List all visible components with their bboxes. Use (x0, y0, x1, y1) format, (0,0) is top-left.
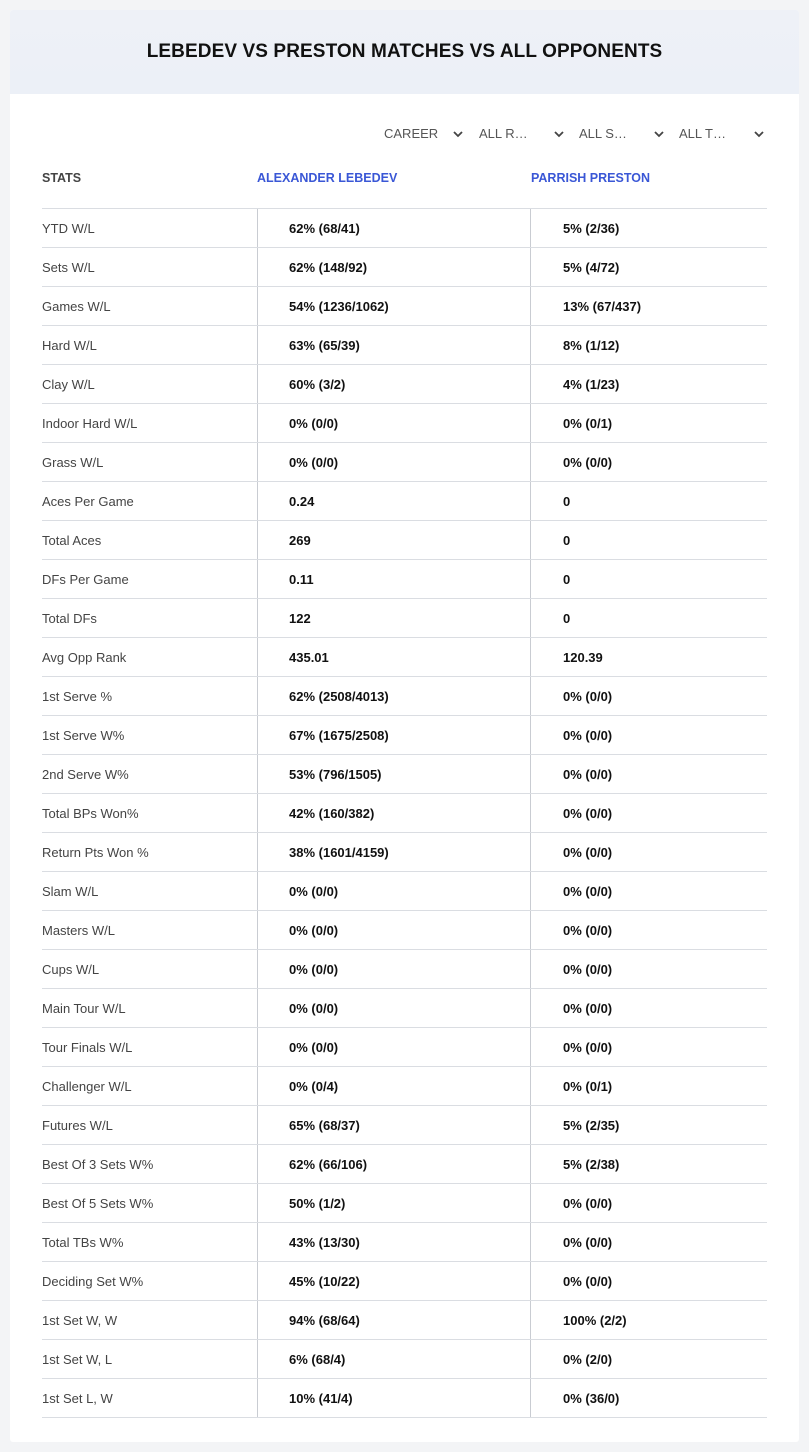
table-row (42, 1184, 767, 1223)
table-row (42, 209, 767, 248)
filter-surface-dropdown[interactable] (579, 126, 665, 141)
player1-value: 0% (0/0) (289, 883, 339, 899)
table-row (42, 1223, 767, 1262)
filter-career-dropdown[interactable] (384, 126, 464, 141)
player2-value: 120.39 (563, 649, 603, 665)
player1-value: 122 (289, 610, 311, 626)
player2-value: 0 (563, 610, 571, 626)
player2-value: 5% (2/38) (563, 1156, 620, 1172)
stat-label: Total BPs Won% (42, 805, 139, 821)
filter-bar (10, 126, 799, 148)
stat-label: Indoor Hard W/L (42, 415, 138, 431)
player1-value: 0% (0/4) (289, 1078, 339, 1094)
chevron-down-icon (753, 128, 765, 140)
table-row (42, 1067, 767, 1106)
stats-table-body (42, 208, 767, 1418)
player2-value: 0 (563, 532, 571, 548)
player1-value: 0% (0/0) (289, 454, 339, 470)
player1-value: 0% (0/0) (289, 961, 339, 977)
table-row (42, 755, 767, 794)
player1-value: 62% (66/106) (289, 1156, 368, 1172)
player2-value: 0% (0/0) (563, 1039, 613, 1055)
player2-value: 100% (2/2) (563, 1312, 627, 1328)
column-header-stats: STATS (42, 171, 82, 185)
stat-label: Main Tour W/L (42, 1000, 126, 1016)
player2-value: 0% (0/0) (563, 844, 613, 860)
player2-value: 5% (2/35) (563, 1117, 620, 1133)
player2-value: 0 (563, 571, 571, 587)
player1-value: 0.11 (289, 571, 314, 587)
filter-label: ALL S… (579, 126, 627, 141)
stat-label: YTD W/L (42, 220, 95, 236)
stat-label: Hard W/L (42, 337, 97, 353)
player1-value: 0% (0/0) (289, 1039, 339, 1055)
player1-value: 6% (68/4) (289, 1351, 346, 1367)
player1-value: 10% (41/4) (289, 1390, 353, 1406)
player1-value: 94% (68/64) (289, 1312, 360, 1328)
stat-label: Total TBs W% (42, 1234, 124, 1250)
player2-value: 0% (2/0) (563, 1351, 613, 1367)
column-header-player2-link[interactable]: PARRISH PRESTON (531, 171, 651, 185)
player2-value: 0% (0/0) (563, 805, 613, 821)
player2-value: 0% (0/0) (563, 727, 613, 743)
stats-card (10, 10, 799, 1442)
stat-label: 1st Set W, W (42, 1312, 118, 1328)
player1-value: 42% (160/382) (289, 805, 375, 821)
player1-value: 65% (68/37) (289, 1117, 360, 1133)
stat-label: Slam W/L (42, 883, 99, 899)
page-title: LEBEDEV VS PRESTON MATCHES VS ALL OPPONENTS (146, 41, 663, 62)
table-row (42, 716, 767, 755)
table-row (42, 911, 767, 950)
table-row (42, 1145, 767, 1184)
player2-value: 0% (0/0) (563, 688, 613, 704)
table-row (42, 365, 767, 404)
player1-value: 53% (796/1505) (289, 766, 382, 782)
player1-value: 43% (13/30) (289, 1234, 360, 1250)
player2-value: 0% (0/0) (563, 454, 613, 470)
table-row (42, 1301, 767, 1340)
table-row (42, 950, 767, 989)
stat-label: 2nd Serve W% (42, 766, 129, 782)
table-row (42, 1106, 767, 1145)
stat-label: DFs Per Game (42, 571, 129, 587)
stat-label: Challenger W/L (42, 1078, 132, 1094)
chevron-down-icon (553, 128, 565, 140)
table-row (42, 677, 767, 716)
table-row (42, 1379, 767, 1418)
player1-value: 0.24 (289, 493, 315, 509)
stat-label: Total DFs (42, 610, 97, 626)
player1-value: 62% (68/41) (289, 220, 360, 236)
stat-label: Clay W/L (42, 376, 95, 392)
column-header-player1-link[interactable]: ALEXANDER LEBEDEV (257, 171, 398, 185)
player2-value: 5% (4/72) (563, 259, 620, 275)
chevron-down-icon (653, 128, 665, 140)
stat-label: Aces Per Game (42, 493, 134, 509)
player2-value: 0% (36/0) (563, 1390, 620, 1406)
player2-value: 8% (1/12) (563, 337, 620, 353)
table-row (42, 560, 767, 599)
stat-label: Grass W/L (42, 454, 104, 470)
player2-value: 0% (0/0) (563, 961, 613, 977)
player1-value: 38% (1601/4159) (289, 844, 389, 860)
player1-value: 0% (0/0) (289, 415, 339, 431)
player1-value: 50% (1/2) (289, 1195, 346, 1211)
player2-value: 0% (0/0) (563, 1000, 613, 1016)
player2-value: 0% (0/1) (563, 415, 613, 431)
player1-value: 45% (10/22) (289, 1273, 360, 1289)
player2-value: 0% (0/0) (563, 766, 613, 782)
player2-value: 13% (67/437) (563, 298, 642, 314)
player1-value: 62% (148/92) (289, 259, 368, 275)
player2-value: 4% (1/23) (563, 376, 620, 392)
stat-label: Sets W/L (42, 259, 95, 275)
player2-value: 0% (0/1) (563, 1078, 613, 1094)
stat-label: Total Aces (42, 532, 102, 548)
table-row (42, 638, 767, 677)
stat-label: Tour Finals W/L (42, 1039, 133, 1055)
table-row (42, 599, 767, 638)
player1-value: 269 (289, 532, 311, 548)
table-row (42, 1262, 767, 1301)
player2-value: 0% (0/0) (563, 883, 613, 899)
player1-value: 435.01 (289, 649, 329, 665)
player1-value: 0% (0/0) (289, 1000, 339, 1016)
stat-label: Deciding Set W% (42, 1273, 144, 1289)
filter-label: CAREER (384, 126, 439, 141)
table-row (42, 443, 767, 482)
stat-label: Cups W/L (42, 961, 100, 977)
stat-label: Best Of 3 Sets W% (42, 1156, 154, 1172)
table-row (42, 833, 767, 872)
chevron-down-icon (452, 128, 464, 140)
player2-value: 5% (2/36) (563, 220, 620, 236)
table-row (42, 248, 767, 287)
page-header (10, 10, 799, 94)
stat-label: Masters W/L (42, 922, 115, 938)
table-header (42, 171, 767, 209)
stat-label: 1st Serve W% (42, 727, 125, 743)
stat-label: Games W/L (42, 298, 111, 314)
player2-value: 0% (0/0) (563, 1234, 613, 1250)
table-row (42, 1340, 767, 1379)
stat-label: Return Pts Won % (42, 844, 149, 860)
player1-value: 60% (3/2) (289, 376, 346, 392)
player2-value: 0% (0/0) (563, 1195, 613, 1211)
table-row (42, 482, 767, 521)
stat-label: Avg Opp Rank (42, 649, 127, 665)
filter-rounds-dropdown[interactable] (479, 126, 565, 141)
table-row (42, 287, 767, 326)
player1-value: 54% (1236/1062) (289, 298, 389, 314)
stat-label: 1st Set W, L (42, 1351, 113, 1367)
table-row (42, 521, 767, 560)
table-row (42, 326, 767, 365)
player1-value: 62% (2508/4013) (289, 688, 389, 704)
filter-label: ALL T… (679, 126, 726, 141)
player2-value: 0 (563, 493, 571, 509)
player1-value: 67% (1675/2508) (289, 727, 389, 743)
player2-value: 0% (0/0) (563, 1273, 613, 1289)
player1-value: 63% (65/39) (289, 337, 360, 353)
stat-label: 1st Set L, W (42, 1390, 113, 1406)
player1-value: 0% (0/0) (289, 922, 339, 938)
stat-label: Best Of 5 Sets W% (42, 1195, 154, 1211)
table-row (42, 1028, 767, 1067)
table-row (42, 872, 767, 911)
filter-label: ALL R… (479, 126, 528, 141)
table-row (42, 794, 767, 833)
filter-tournament-dropdown[interactable] (679, 126, 765, 141)
stat-label: Futures W/L (42, 1117, 113, 1133)
table-row (42, 989, 767, 1028)
stat-label: 1st Serve % (42, 688, 113, 704)
player2-value: 0% (0/0) (563, 922, 613, 938)
table-row (42, 404, 767, 443)
